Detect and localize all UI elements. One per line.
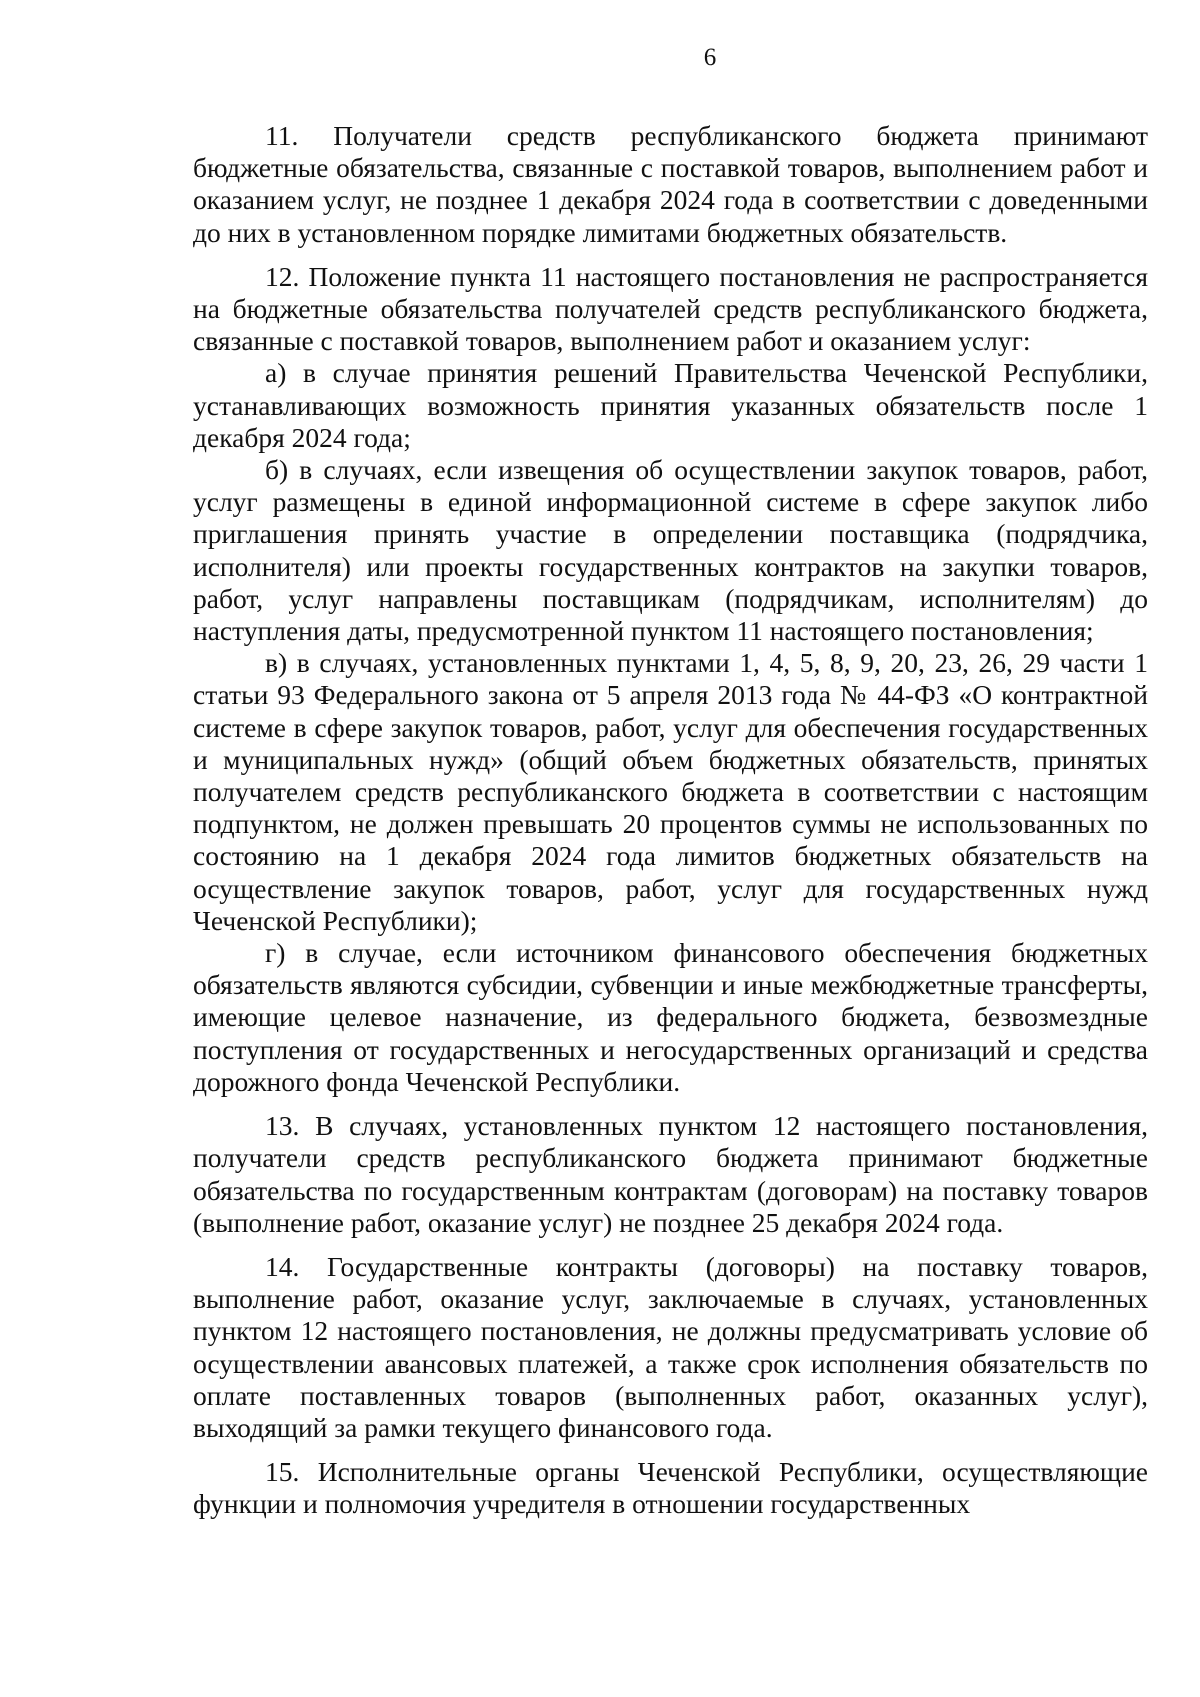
paragraph-13: 13. В случаях, установленных пунктом 12 настоящего постановления, получатели средств республиканского бюджета принимают бюджетные обязательства по государственным контрактам (договорам) на поставку товаров (выполнение работ, оказание услуг) не позднее 25 декабря 2024 года. [193,1110,1148,1238]
paragraph-12-a: а) в случае принятия решений Правительства Чеченской Республики, устанавливающих возможность принятия указанных обязательств после 1 декабря 2024 года; [193,357,1148,453]
paragraph-12-b: б) в случаях, если извещения об осуществлении закупок товаров, работ, услуг размещены в единой информационной системе в сфере закупок либо приглашения принять участие в определении поставщика (подрядчика, исполнителя) или проекты государственных контрактов на закупки товаров, работ, услуг направлены поставщикам (подрядчикам, исполнителям) до наступления даты, предусмотренной пунктом 11 настоящего постановления; [193,454,1148,647]
page-number: 6 [703,44,717,71]
paragraph-14: 14. Государственные контракты (договоры) на поставку товаров, выполнение работ, оказание услуг, заключаемые в случаях, установленных пунктом 12 настоящего постановления, не должны предусматривать условие об осуществлении авансовых платежей, а также срок исполнения обязательств по оплате поставленных товаров (выполненных работ, оказанных услуг), выходящий за рамки текущего финансового года. [193,1250,1148,1443]
document-body [193,120,1148,1521]
paragraph-11: 11. Получатели средств республиканского бюджета принимают бюджетные обязательства, связанные с поставкой товаров, выполнением работ и оказанием услуг, не позднее 1 декабря 2024 года в соответствии с доведенными до них в установленном порядке лимитами бюджетных обязательств. [193,120,1148,248]
paragraph-12: 12. Положение пункта 11 настоящего постановления не распространяется на бюджетные обязательства получателей средств республиканского бюджета, связанные с поставкой товаров, выполнением работ и оказанием услуг: [193,260,1148,357]
paragraph-15: 15. Исполнительные органы Чеченской Республики, осуществляющие функции и полномочия учредителя в отношении государственных [193,1456,1148,1520]
paragraph-12-v: в) в случаях, установленных пунктами 1, 4, 5, 8, 9, 20, 23, 26, 29 части 1 статьи 93 Федерального закона от 5 апреля 2013 года № 44-ФЗ «О контрактной системе в сфере закупок товаров, работ, услуг для обеспечения государственных и муниципальных нужд» (общий объем бюджетных обязательств, принятых получателем средств республиканского бюджета в соответствии с настоящим подпунктом, не должен превышать 20 процентов суммы не использованных по состоянию на 1 декабря 2024 года лимитов бюджетных обязательств на осуществление закупок товаров, работ, услуг для государственных нужд Чеченской Республики); [193,647,1148,936]
paragraph-12-g: г) в случае, если источником финансового обеспечения бюджетных обязательств являются субсидии, субвенции и иные межбюджетные трансферты, имеющие целевое назначение, из федерального бюджета, безвозмездные поступления от государственных и негосударственных организаций и средства дорожного фонда Чеченской Республики. [193,937,1148,1097]
